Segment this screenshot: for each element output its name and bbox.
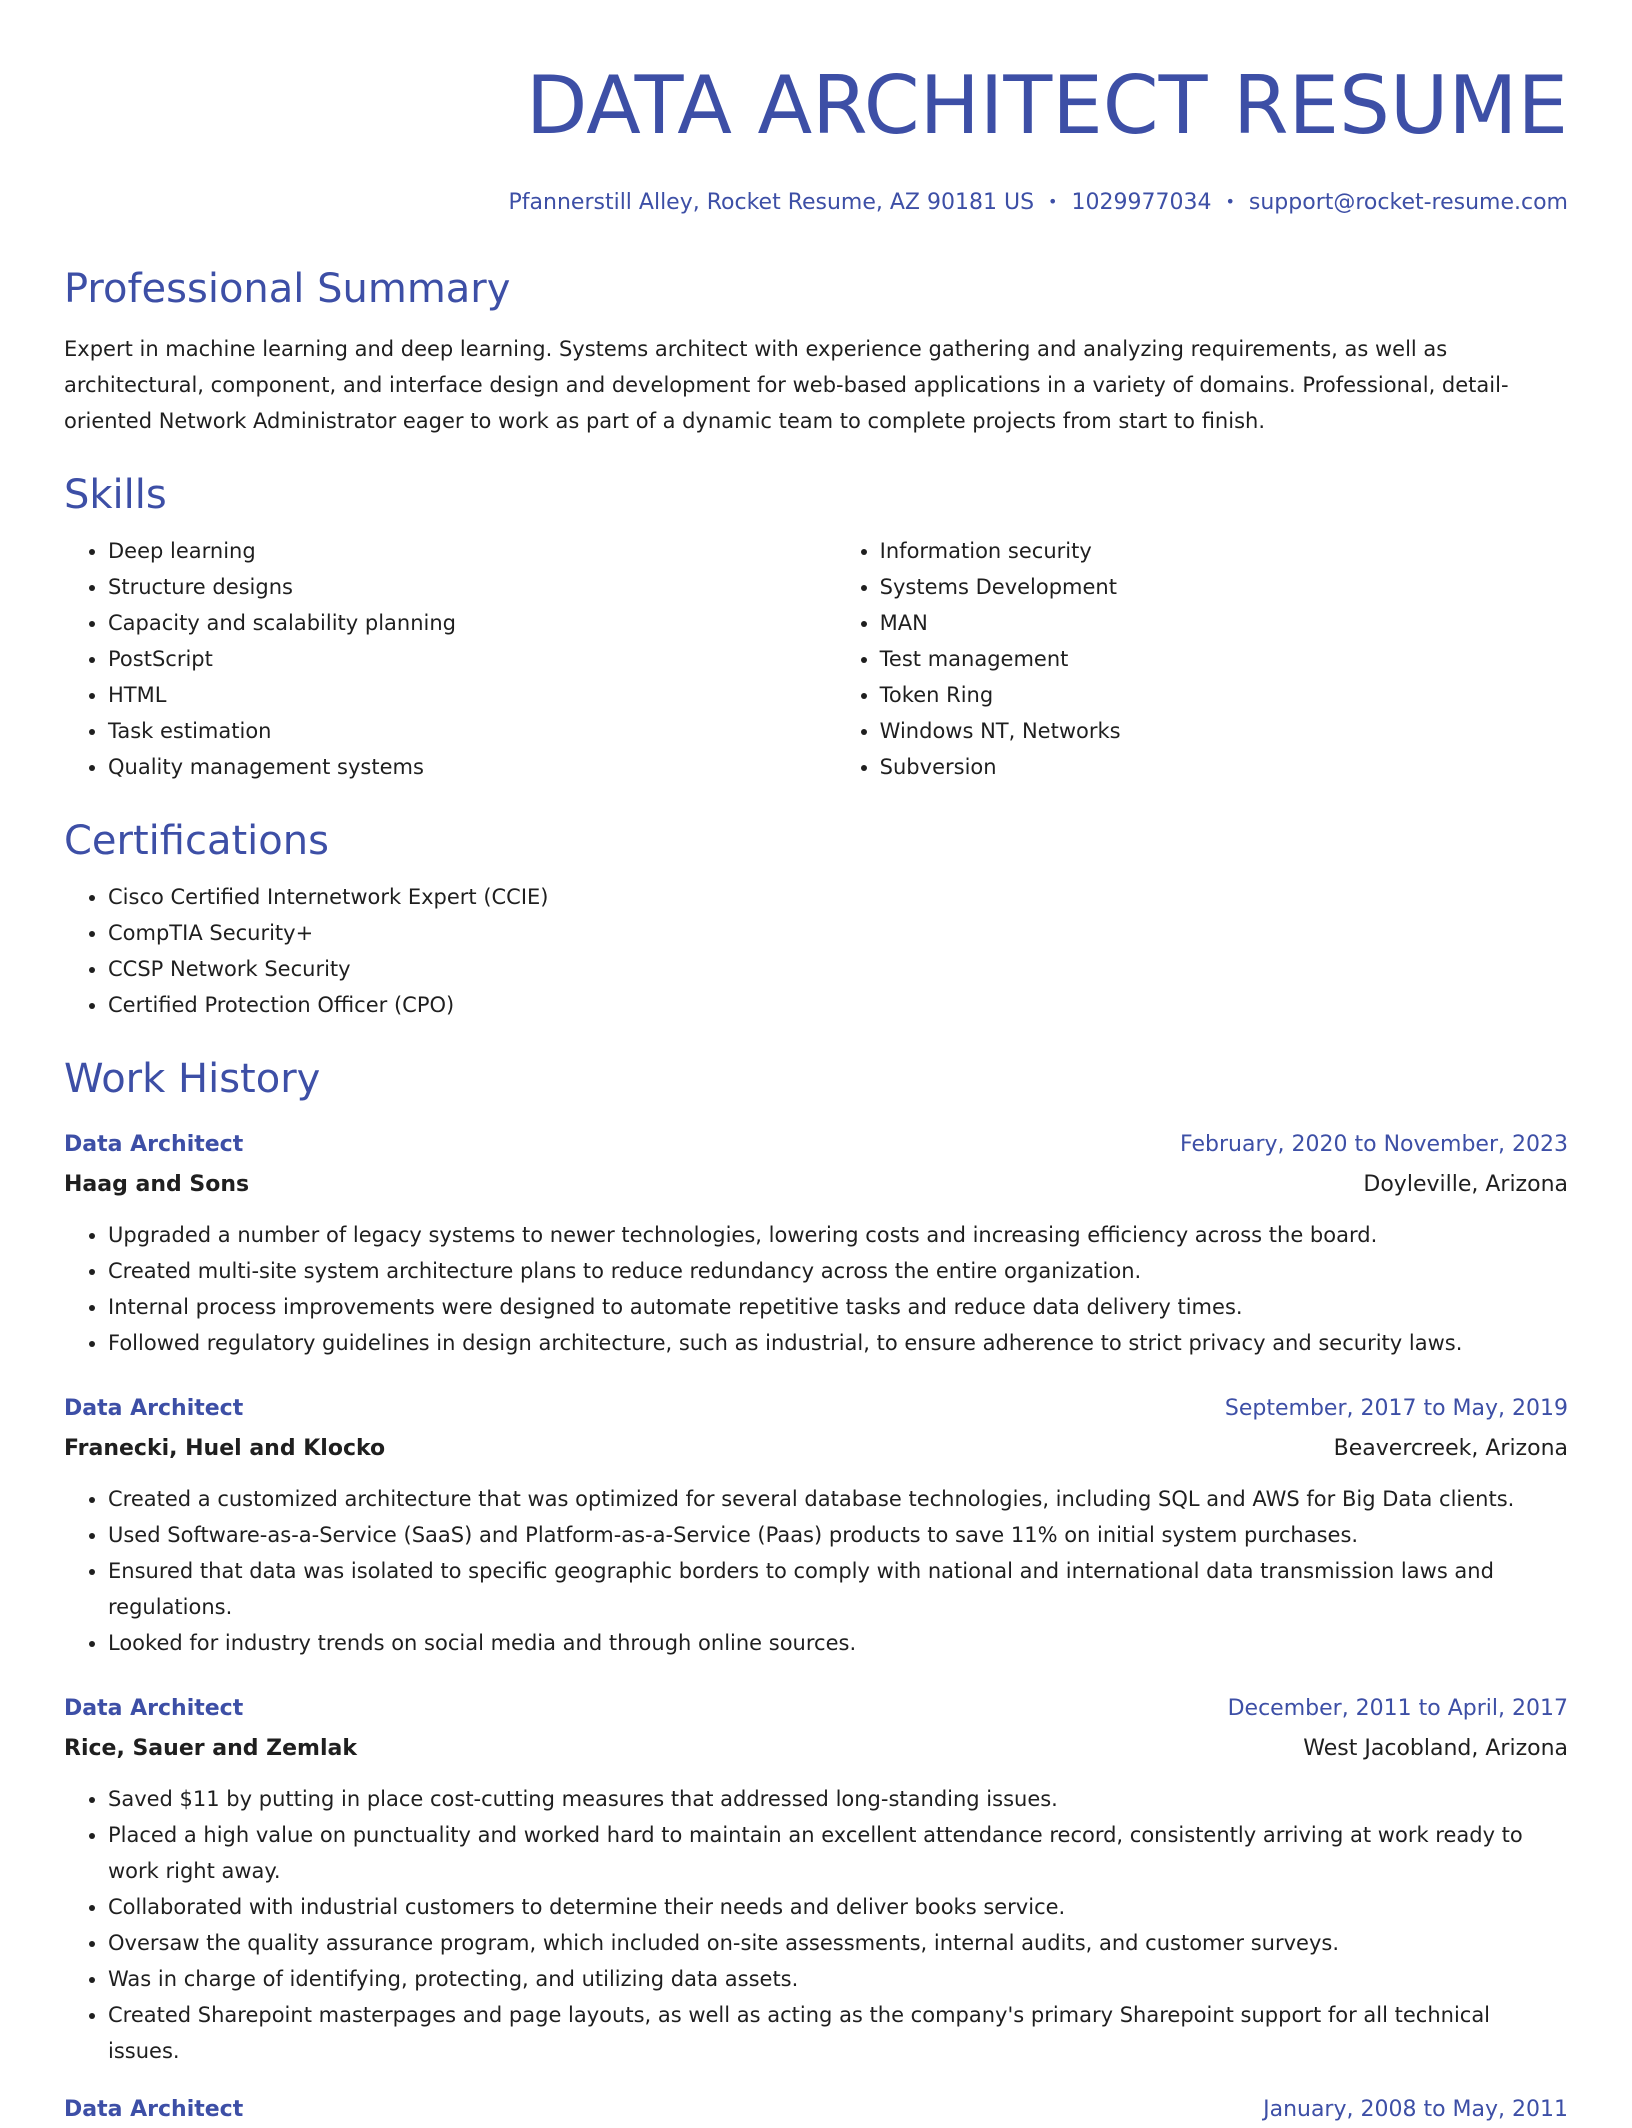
job-company-row [64,1727,1568,1767]
cutoff-job-row [64,2092,1568,2128]
skills-heading: Skills [64,472,167,518]
summary-heading: Professional Summary [64,266,511,312]
work-history-heading: Work History [64,1056,321,1102]
job-header-row [64,1391,1568,1427]
job-entry [64,1691,1568,2069]
job-bullet: • Created a customized architecture that was optimized for several database technologies, including SQL and AWS for Big Data clients. [108,1481,1568,1517]
job-header-row [64,1691,1568,1727]
job-location: Beavercreek, Arizona [1333,1436,1568,1461]
summary-text: Expert in machine learning and deep learning. Systems architect with experience gathering and analyzing requirements, as well as architectural, component, and interface design and development for web-based applications in a variety of domains. Professional, detail-oriented Network Administrator eager to work as part of a dynamic team to complete projects from start to finish. [64,337,1509,433]
job-location: West Jacobland, Arizona [1303,1736,1568,1761]
certification-item: • Cisco Certified Internetwork Expert (CCIE) [108,879,1568,915]
skill-item: • Subversion [880,749,1568,785]
job-title: Data Architect [64,1396,244,1421]
job-bullet: • Followed regulatory guidelines in design architecture, such as industrial, to ensure adherence to strict privacy and security laws. [108,1325,1568,1361]
job-dates: December, 2011 to April, 2017 [1227,1696,1568,1721]
job-dates: September, 2017 to May, 2019 [1224,1396,1568,1421]
skill-item: • Test management [880,641,1568,677]
job-bullet: • Looked for industry trends on social media and through online sources. [108,1625,1568,1661]
skill-item: • Deep learning [108,533,836,569]
skill-item: • Structure designs [108,569,836,605]
job-dates: February, 2020 to November, 2023 [1180,1132,1568,1157]
job-bullet: • Ensured that data was isolated to specific geographic borders to comply with national and international data transmission laws and regulations. [108,1553,1568,1625]
certifications-section [64,815,1568,1023]
job-location: Doyleville, Arizona [1363,1172,1568,1197]
job-bullet: • Internal process improvements were designed to automate repetitive tasks and reduce data delivery times. [108,1289,1568,1325]
job-title: Data Architect [64,1132,244,1157]
certifications-list [64,879,1568,1023]
job-header-row [64,1127,1568,1163]
job-bullets [64,1781,1568,2069]
skill-item: • Quality management systems [108,749,836,785]
contact-email[interactable]: support@rocket-resume.com [1248,190,1568,215]
certification-item: • CompTIA Security+ [108,915,1568,951]
skill-item: • Task estimation [108,713,836,749]
skills-section [64,469,1568,785]
separator-dot: • [1048,192,1058,211]
contact-line [64,186,1568,219]
separator-dot: • [1225,192,1235,211]
skill-item: • Capacity and scalability planning [108,605,836,641]
job-bullet: • Oversaw the quality assurance program, which included on-site assessments, internal audits, and customer surveys. [108,1925,1568,1961]
job-company: Franecki, Huel and Klocko [64,1436,386,1461]
skills-column-1 [64,533,836,785]
certification-item: • CCSP Network Security [108,951,1568,987]
skill-item: • MAN [880,605,1568,641]
job-company-row [64,1163,1568,1203]
job-bullet: • Was in charge of identifying, protecting, and utilizing data assets. [108,1961,1568,1997]
resume-title: DATA ARCHITECT RESUME [525,59,1568,152]
job-bullet: • Created multi-site system architecture plans to reduce redundancy across the entire organization. [108,1253,1568,1289]
job-bullet: • Saved $11 by putting in place cost-cutting measures that addressed long-standing issues. [108,1781,1568,1817]
skill-item: • Token Ring [880,677,1568,713]
job-entry [64,1127,1568,1361]
skills-column-2 [836,533,1568,785]
job-dates: January, 2008 to May, 2011 [1263,2097,1568,2122]
skill-item: • HTML [108,677,836,713]
job-bullet: • Collaborated with industrial customers to determine their needs and deliver books service. [108,1889,1568,1925]
skill-item: • Windows NT, Networks [880,713,1568,749]
summary-section [64,263,1568,439]
skill-item: • PostScript [108,641,836,677]
skills-columns [64,533,1568,785]
contact-address: Pfannerstill Alley, Rocket Resume, AZ 90181 US [508,190,1035,215]
job-bullet: • Used Software-as-a-Service (SaaS) and Platform-as-a-Service (Paas) products to save 11% on initial system purchases. [108,1517,1568,1553]
job-bullet: • Created Sharepoint masterpages and page layouts, as well as acting as the company's primary Sharepoint support for all technical issues. [108,1997,1568,2069]
certification-item: • Certified Protection Officer (CPO) [108,987,1568,1023]
job-bullets [64,1481,1568,1661]
job-company: Rice, Sauer and Zemlak [64,1736,357,1761]
job-title: Data Architect [64,2097,244,2122]
job-company-row [64,1427,1568,1467]
job-entry [64,1391,1568,1661]
contact-phone: 1029977034 [1071,190,1212,215]
skill-item: • Systems Development [880,569,1568,605]
job-bullets [64,1217,1568,1361]
skill-item: • Information security [880,533,1568,569]
job-bullet: • Upgraded a number of legacy systems to newer technologies, lowering costs and increasing efficiency across the board. [108,1217,1568,1253]
certifications-heading: Certifications [64,818,329,864]
job-bullet: • Placed a high value on punctuality and worked hard to maintain an excellent attendance record, consistently arriving at work ready to work right away. [108,1817,1568,1889]
job-title: Data Architect [64,1696,244,1721]
job-company: Haag and Sons [64,1172,250,1197]
work-history-section [64,1053,1568,2069]
